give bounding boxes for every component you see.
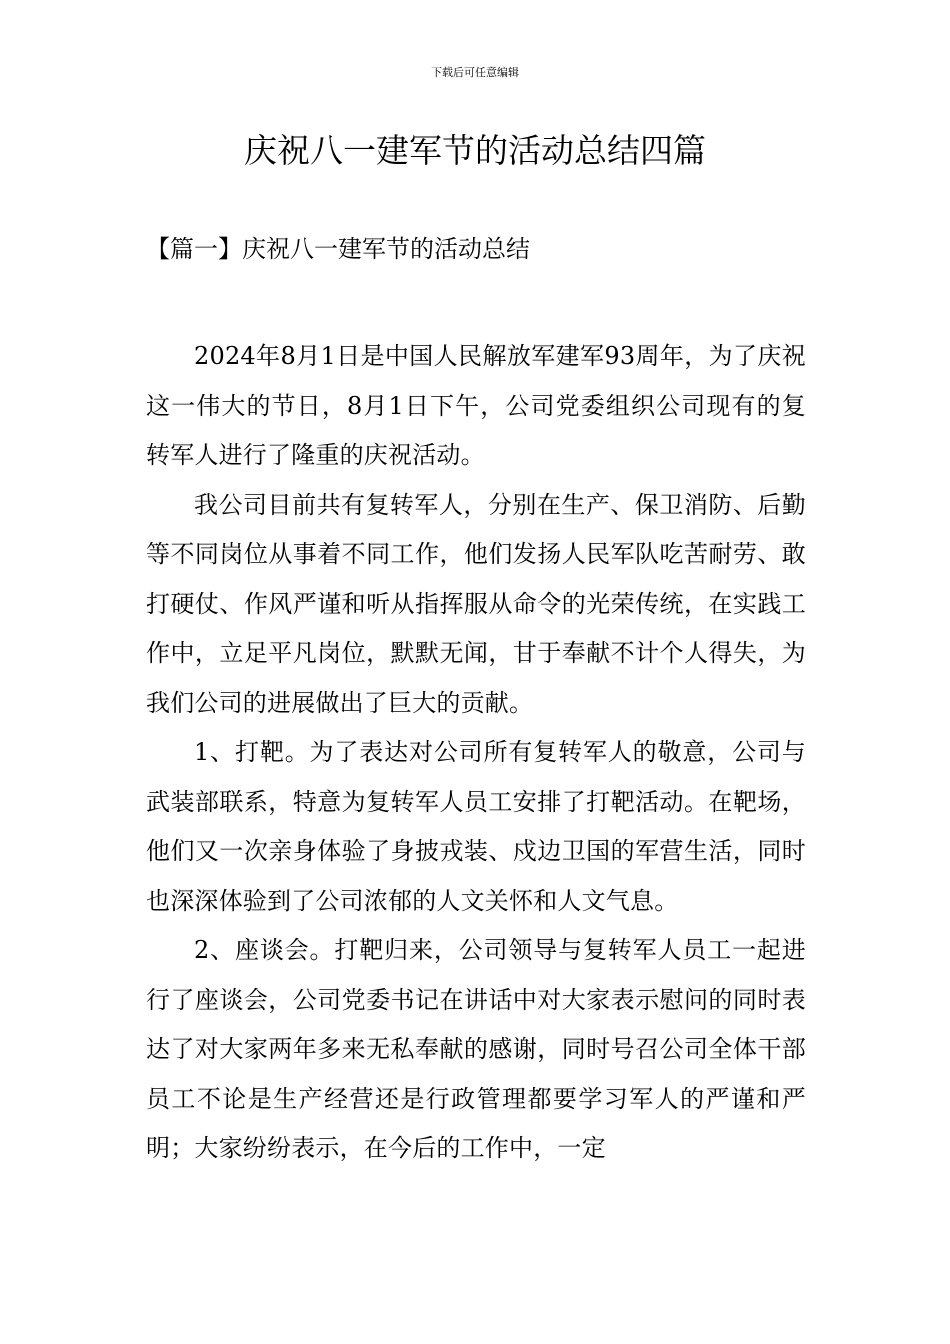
header-note: 下载后可任意编辑 (431, 66, 519, 79)
document-body (146, 332, 806, 1174)
section-heading: 【篇一】庆祝八一建军节的活动总结 (146, 235, 530, 263)
paragraph-veterans: 我公司目前共有复转军人，分别在生产、保卫消防、后勤等不同岗位从事着不同工作，他们发扬人民军队吃苦耐劳、敢打硬仗、作风严谨和听从指挥服从命令的光荣传统，在实践工作中，立足平凡岗位，默默无闻，甘于奉献不计个人得失，为我们公司的进展做出了巨大的贡献。 (146, 490, 806, 717)
document-title: 庆祝八一建军节的活动总结四篇 (244, 131, 706, 170)
paragraph-symposium: 2、座谈会。打靶归来，公司领导与复转军人员工一起进行了座谈会，公司党委书记在讲话中对大家表示慰问的同时表达了对大家两年多来无私奉献的感谢，同时号召公司全体干部员工不论是生产经营还是行政管理都要学习军人的严谨和严明；大家纷纷表示，在今后的工作中，一定 (146, 936, 806, 1162)
paragraph-shooting: 1、打靶。为了表达对公司所有复转军人的敬意，公司与武装部联系，特意为复转军人员工安排了打靶活动。在靶场，他们又一次亲身体验了身披戎装、戍边卫国的军营生活，同时也深深体验到了公司浓郁的人文关怀和人文气息。 (146, 738, 806, 915)
paragraph-intro: 2024年8月1日是中国人民解放军建军93周年，为了庆祝这一伟大的节日，8月1日下午，公司党委组织公司现有的复转军人进行了隆重的庆祝活动。 (146, 342, 806, 469)
